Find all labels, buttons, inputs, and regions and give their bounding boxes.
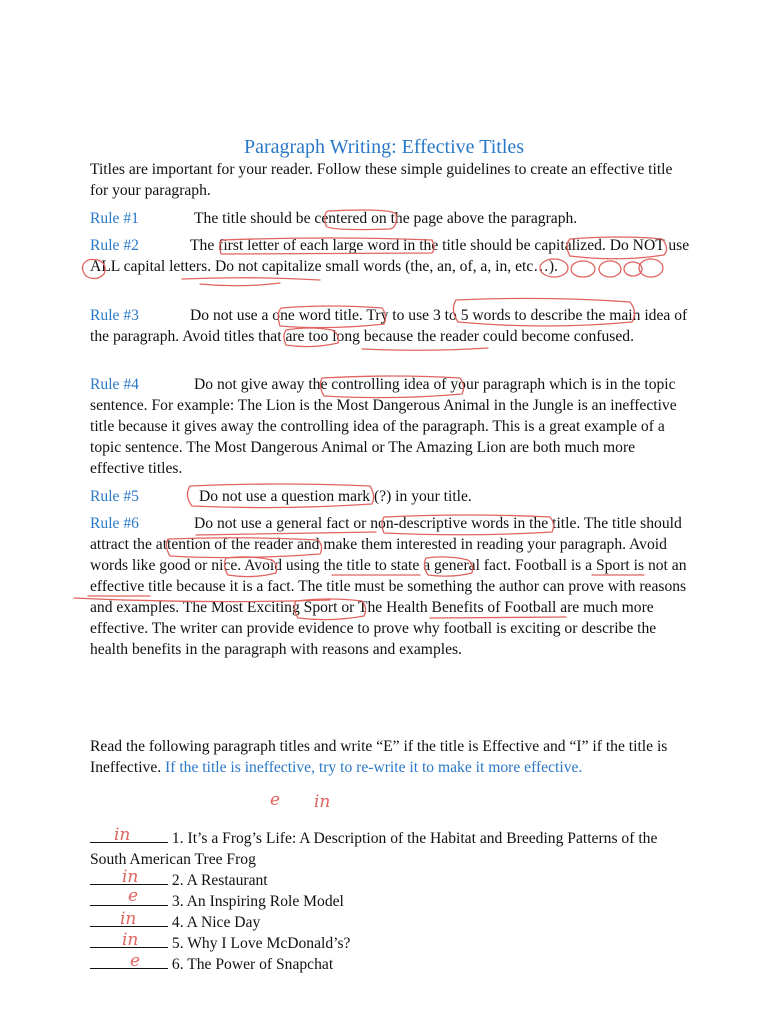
rule-text: The first letter of each large word in the title should be capitalized. Do NOT use ALL capital letters. Do not capitalize small words (the, an, of, a, in, etc…).: [90, 237, 690, 275]
instructions-rewrite: If the title is ineffective, try to re-write it to make it more effective.: [165, 759, 583, 776]
item-text: 4. A Nice Day: [171, 914, 261, 931]
rule-label: Rule #6: [90, 515, 139, 532]
rule-label: Rule #1: [90, 210, 139, 227]
rule-label: Rule #4: [90, 376, 139, 393]
item-text: 5. Why I Love McDonald’s?: [171, 935, 351, 952]
item-2: [90, 869, 268, 891]
handwritten-e-mark: e: [270, 790, 281, 810]
intro-paragraph: Titles are important for your reader. Follow these simple guidelines to create an effective title for your paragraph.: [90, 161, 673, 199]
item-text: 3. An Inspiring Role Model: [171, 893, 344, 910]
rule-text: Do not use a question mark (?) in your title.: [199, 488, 472, 505]
item-4: [90, 911, 260, 933]
item-6: [90, 953, 333, 975]
rule-text: Do not use a one word title. Try to use 3 to 5 words to describe the main idea of the paragraph. Avoid titles that are too long because the reader could become confused.: [90, 307, 688, 345]
instructions-text: Read the following paragraph titles and write “E” if the title is Effective and “I” if the title is Ineffective.: [90, 738, 668, 776]
rule-label: Rule #3: [90, 307, 139, 324]
item-1: [90, 827, 690, 870]
instructions: [90, 736, 690, 778]
rule-2: [90, 235, 690, 277]
rule-label: Rule #2: [90, 237, 139, 254]
handwritten-answer: in: [122, 867, 139, 887]
underline-all-capital: [182, 278, 320, 280]
handwritten-answer: e: [128, 886, 139, 906]
rule-1: [90, 208, 690, 229]
handwritten-answer: e: [130, 951, 141, 971]
handwritten-answer: in: [114, 825, 131, 845]
rule-text: Do not use a general fact or non-descriptive words in the title. The title should attract the attention of the reader and make them interested in reading your paragraph. Avoid words like good or nice. Avoid using the title to state a general fact. Football is a Sport is not an effective title because it is a fact. The title must be something the author can prove with reasons and examples. The Most Exciting Sport or The Health Benefits of Football are much more effective. The writer can provide evidence to prove why football is exciting or describe the health benefits in the paragraph with reasons and examples.: [90, 515, 687, 658]
answer-blank[interactable]: [90, 953, 168, 969]
rule-6: [90, 513, 690, 660]
rule-5: [90, 486, 690, 507]
rule-text: The title should be centered on the page above the paragraph.: [194, 210, 578, 227]
rule-text: Do not give away the controlling idea of your paragraph which is in the topic sentence. For example: The Lion is the Most Dangerous Animal in the Jungle is an ineffective title because it gives away the controlling idea of the paragraph. This is a great example of a topic sentence. The Most Dangerous Animal or The Amazing Lion are both much more effective titles.: [90, 376, 677, 477]
handwritten-answer: in: [122, 930, 139, 950]
item-text: 2. A Restaurant: [171, 872, 268, 889]
rule-label: Rule #5: [90, 488, 139, 505]
page-title: Paragraph Writing: Effective Titles: [243, 136, 525, 158]
squiggle: [200, 283, 280, 286]
handwritten-answer: in: [120, 909, 137, 929]
handwritten-in-mark: in: [314, 792, 331, 812]
underline-too-long: [362, 348, 488, 350]
rule-4: [90, 374, 690, 479]
rule-3: [90, 305, 690, 347]
item-text: 6. The Power of Snapchat: [171, 956, 334, 973]
item-text: 1. It’s a Frog’s Life: A Description of the Habitat and Breeding Patterns of the South American Tree Frog: [90, 830, 658, 868]
